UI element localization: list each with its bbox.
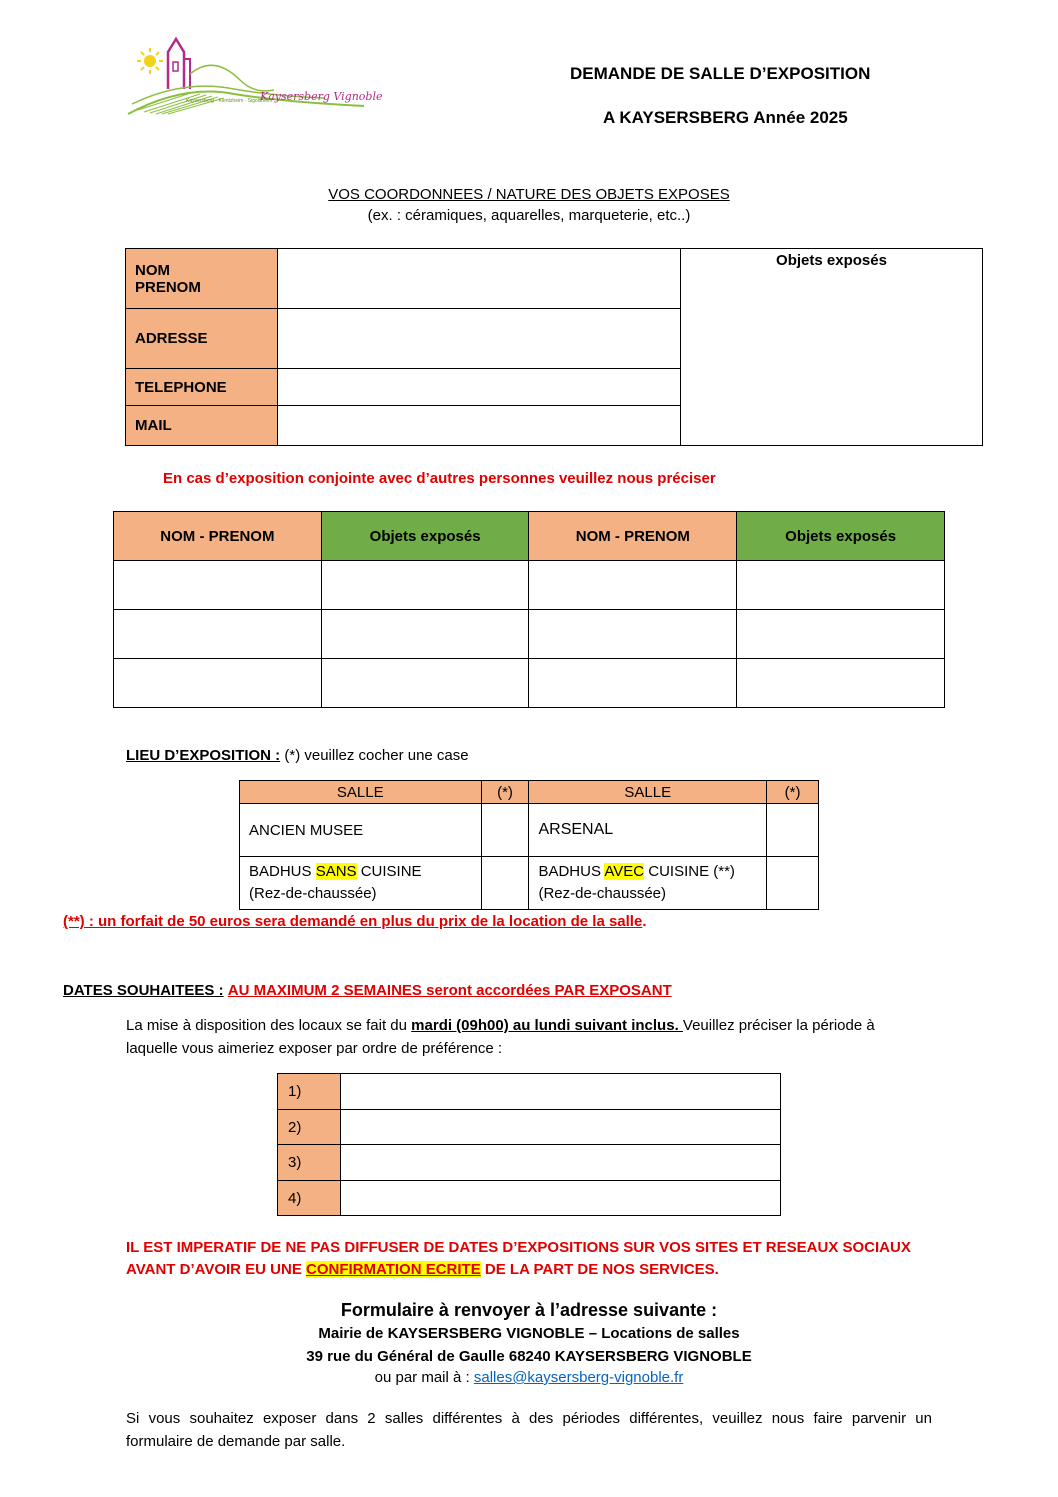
- date-row-label: 4): [278, 1181, 341, 1216]
- checkbox-badhus-avec[interactable]: [767, 857, 819, 910]
- contact-table: [125, 248, 983, 446]
- forfait-footnote: [63, 913, 647, 930]
- dates-table: [277, 1073, 781, 1216]
- footer-title: Formulaire à renvoyer à l’adresse suivante :: [340, 1300, 718, 1320]
- label-nom-prenom: [126, 249, 278, 309]
- warning-confirmation-highlight: CONFIRMATION ECRITE: [306, 1261, 481, 1278]
- dates-heading-line: [63, 982, 672, 999]
- table-row: [278, 1110, 781, 1145]
- footer-address-line2: 39 rue du Général de Gaulle 68240 KAYSERSBERG VIGNOBLE: [306, 1348, 752, 1365]
- date-row-label: 1): [278, 1074, 341, 1110]
- input-nom-prenom[interactable]: [278, 249, 681, 309]
- badhus-avec-label: BADHUS: [538, 863, 605, 880]
- joint-cell[interactable]: [114, 610, 322, 659]
- forfait-footnote-text: (**) : un forfait de 50 euros sera demandé en plus du prix de la location de la salle: [63, 913, 643, 930]
- check-header-1: (*): [481, 781, 529, 804]
- footer-note-line2: formulaire de demande par salle.: [126, 1433, 346, 1450]
- joint-header-nom-1: NOM - PRENOM: [114, 512, 322, 561]
- joint-header-objets-2: Objets exposés: [737, 512, 945, 561]
- joint-cell[interactable]: [321, 610, 529, 659]
- joint-cell[interactable]: [737, 561, 945, 610]
- dates-paragraph-line2: laquelle vous aimeriez exposer par ordre de préférence :: [126, 1040, 503, 1057]
- logo-sub-text: Kaysersberg · Kientzheim · Sigolsheim: [186, 98, 273, 104]
- section-coordonnees-heading: VOS COORDONNEES / NATURE DES OBJETS EXPOSES: [328, 186, 730, 203]
- input-mail[interactable]: [278, 406, 681, 446]
- badhus-sans-label: BADHUS: [249, 863, 316, 880]
- dates-max-notice: AU MAXIMUM 2 SEMAINES seront accordées PAR EXPOSANT: [227, 982, 672, 999]
- joint-header-objets-1: Objets exposés: [321, 512, 529, 561]
- warning-line1: IL EST IMPERATIF DE NE PAS DIFFUSER DE DATES D’EXPOSITIONS SUR VOS SITES ET RESEAUX SOCIAUX: [126, 1239, 911, 1256]
- joint-cell[interactable]: [737, 610, 945, 659]
- forfait-footnote-end: .: [642, 913, 647, 930]
- joint-exhibition-notice: En cas d’exposition conjointe avec d’autres personnes veuillez nous préciser: [163, 470, 716, 487]
- page-title-line2: A KAYSERSBERG Année 2025: [603, 108, 848, 127]
- salle-ancien-musee: ANCIEN MUSEE: [240, 804, 482, 857]
- label-telephone: TELEPHONE: [126, 369, 278, 406]
- check-header-2: (*): [767, 781, 819, 804]
- section-coordonnees-subheading: (ex. : céramiques, aquarelles, marqueterie, etc..): [367, 207, 691, 224]
- salle-table: [239, 780, 819, 910]
- label-prenom: PRENOM: [135, 278, 201, 296]
- warning-line2-pre: AVANT D’AVOIR EU UNE: [126, 1261, 307, 1278]
- checkbox-ancien-musee[interactable]: [481, 804, 529, 857]
- label-adresse: ADRESSE: [126, 309, 278, 369]
- date-input-4[interactable]: [341, 1181, 781, 1216]
- table-row: [278, 1145, 781, 1181]
- salle-header-1: SALLE: [240, 781, 482, 804]
- joint-cell[interactable]: [529, 610, 737, 659]
- checkbox-badhus-sans[interactable]: [481, 857, 529, 910]
- warning-line2-post: DE LA PART DE NOS SERVICES.: [480, 1261, 719, 1278]
- dates-heading: DATES SOUHAITEES :: [63, 982, 224, 999]
- dates-para-pre: La mise à disposition des locaux se fait du: [126, 1017, 412, 1034]
- joint-header-nom-2: NOM - PRENOM: [529, 512, 737, 561]
- footer-email-link[interactable]: salles@kaysersberg-vignoble.fr: [473, 1369, 684, 1386]
- table-row: [114, 561, 945, 610]
- salle-badhus-avec: [529, 857, 767, 910]
- footer-note-line1: Si vous souhaitez exposer dans 2 salles différentes à des périodes différentes, veuillez nous faire parvenir un: [126, 1410, 932, 1427]
- table-row: [114, 659, 945, 708]
- salle-badhus-sans: [240, 857, 482, 910]
- footer-mail-line: [0, 1369, 1058, 1386]
- joint-cell[interactable]: [114, 659, 322, 708]
- date-row-label: 3): [278, 1145, 341, 1181]
- input-adresse[interactable]: [278, 309, 681, 369]
- date-input-1[interactable]: [341, 1074, 781, 1110]
- footer-address-line1: Mairie de KAYSERSBERG VIGNOBLE – Locations de salles: [318, 1325, 740, 1342]
- badhus-avec-suffix: CUISINE (**): [644, 863, 735, 880]
- joint-cell[interactable]: [529, 659, 737, 708]
- date-input-2[interactable]: [341, 1110, 781, 1145]
- badhus-sans-suffix: CUISINE: [356, 863, 422, 880]
- lieu-heading: LIEU D’EXPOSITION :: [126, 747, 281, 764]
- badhus-sans-highlight: SANS: [315, 863, 357, 880]
- input-objets-exposes[interactable]: [681, 249, 983, 446]
- joint-cell[interactable]: [737, 659, 945, 708]
- dates-para-post: Veuillez préciser la période à: [682, 1017, 875, 1034]
- checkbox-arsenal[interactable]: [767, 804, 819, 857]
- joint-cell[interactable]: [321, 659, 529, 708]
- badhus-sans-rez: (Rez-de-chaussée): [249, 885, 377, 902]
- label-objets-exposes: Objets exposés: [776, 252, 887, 269]
- lieu-instruction: (*) veuillez cocher une case: [280, 747, 469, 764]
- joint-table: [113, 511, 945, 708]
- logo-graphic: [124, 34, 374, 124]
- dates-para-bold: mardi (09h00) au lundi suivant inclus.: [411, 1017, 683, 1034]
- dates-paragraph-line1: [126, 1017, 926, 1034]
- page-title-line1: DEMANDE DE SALLE D’EXPOSITION: [570, 64, 871, 83]
- date-row-label: 2): [278, 1110, 341, 1145]
- badhus-avec-highlight: AVEC: [604, 863, 645, 880]
- salle-arsenal: ARSENAL: [529, 804, 767, 857]
- salle-header-2: SALLE: [529, 781, 767, 804]
- table-row: [278, 1181, 781, 1216]
- table-row: [114, 610, 945, 659]
- joint-cell[interactable]: [529, 561, 737, 610]
- footer-mail-pre: ou par mail à :: [374, 1369, 474, 1386]
- label-mail: MAIL: [126, 406, 278, 446]
- date-input-3[interactable]: [341, 1145, 781, 1181]
- lieu-heading-line: [126, 747, 469, 764]
- label-nom: NOM: [135, 261, 170, 279]
- joint-cell[interactable]: [321, 561, 529, 610]
- logo-brand-text: Kaysersberg Vignoble: [260, 90, 383, 103]
- joint-cell[interactable]: [114, 561, 322, 610]
- table-row: [278, 1074, 781, 1110]
- badhus-avec-rez: (Rez-de-chaussée): [538, 885, 667, 902]
- logo: [124, 34, 383, 124]
- input-telephone[interactable]: [278, 369, 681, 406]
- warning-line2: [126, 1261, 719, 1278]
